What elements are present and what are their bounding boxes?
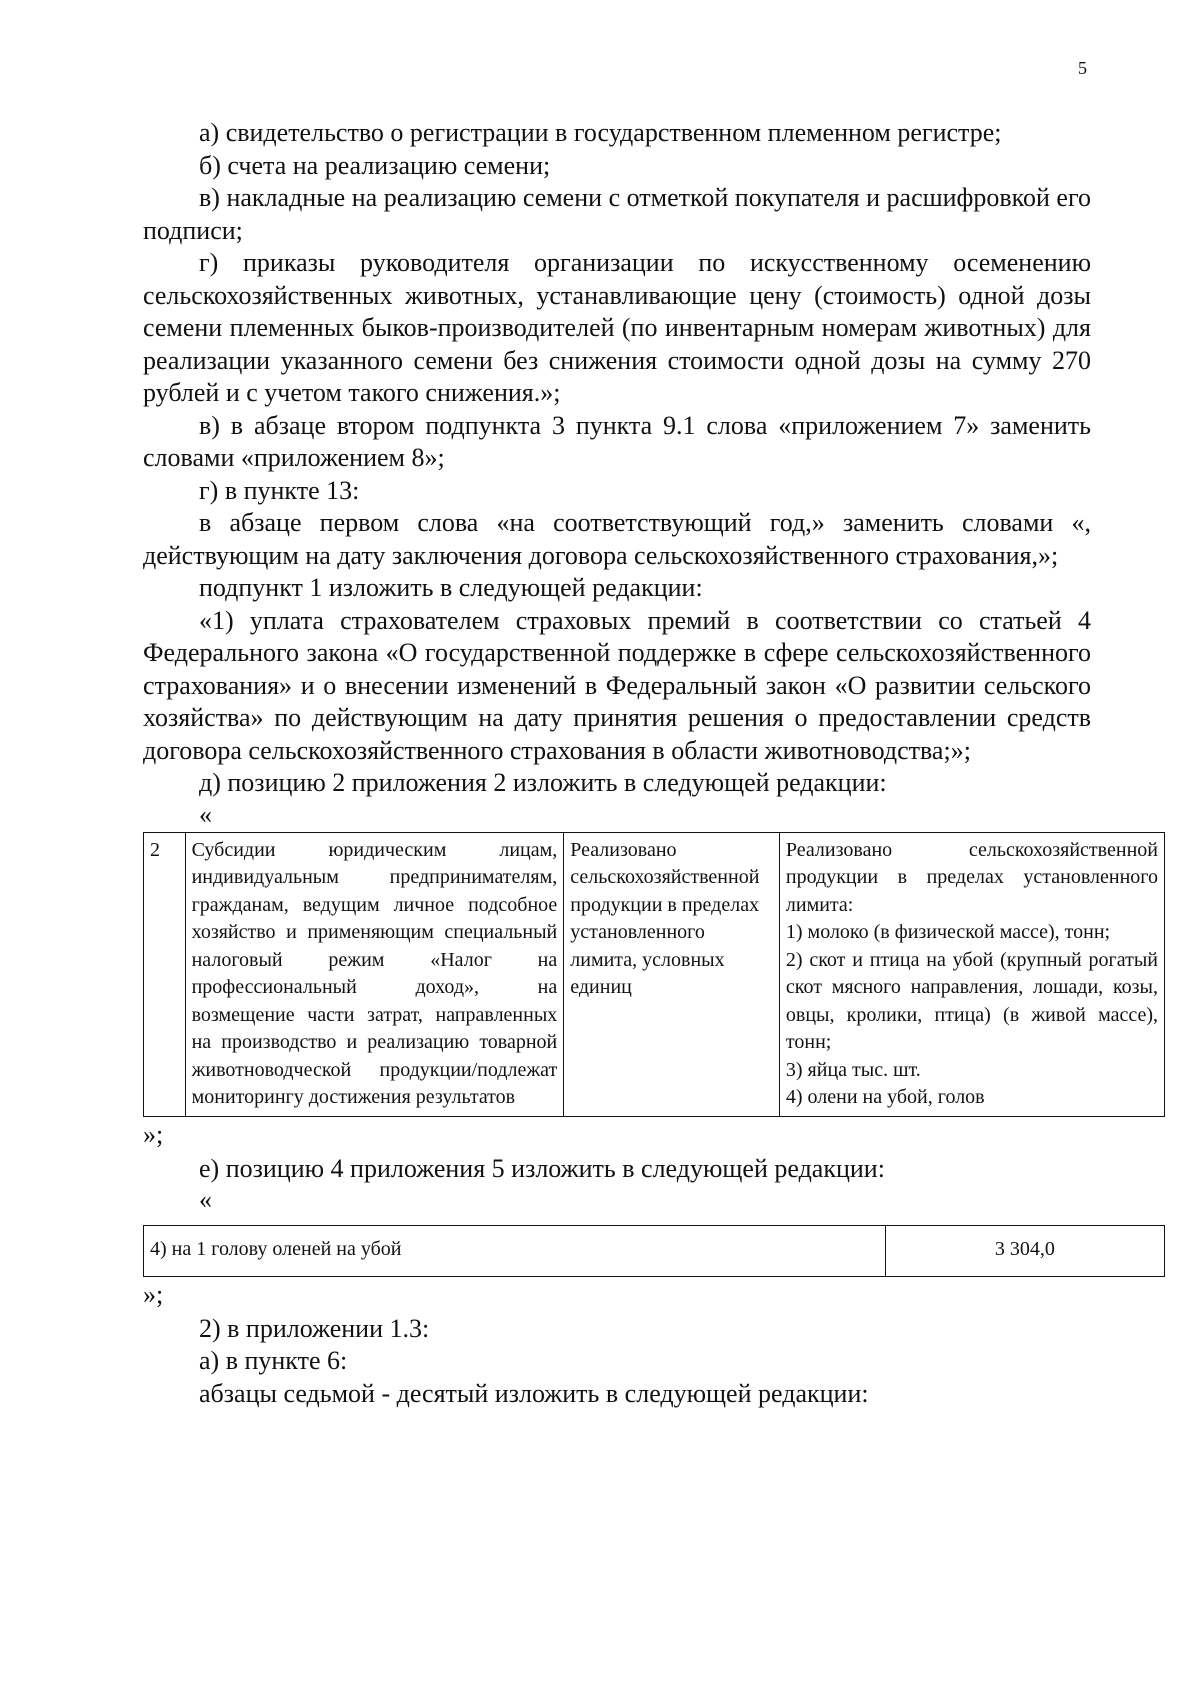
- paragraph-d: д) позицию 2 приложения 2 изложить в следующей редакции:: [199, 768, 887, 797]
- close-quote-1: »;: [143, 1119, 164, 1149]
- position-2-table: [143, 832, 1165, 1117]
- cell-result-indicator: Реализовано сельскохозяйственной продукции в пределах установленного лимита, условных единиц: [564, 832, 780, 1116]
- paragraph-2: 2) в приложении 1.3:: [199, 1313, 430, 1343]
- paragraph-a: а) свидетельство о регистрации в государственном племенном регистре;: [199, 118, 1002, 147]
- paragraph-b: б) счета на реализацию семени;: [199, 150, 551, 180]
- cell-number: 2: [144, 832, 186, 1116]
- position-4-table: [143, 1225, 1165, 1277]
- document-body: [143, 117, 1158, 1410]
- cell-result-details: Реализовано сельскохозяйственной продукции в пределах установленного лимита: 1) молоко (в физической массе), тонн; 2) скот и птица на убой (крупный рогатый скот мясного направления, лошади, козы, овцы, кролики, птица) (в живой массе), тонн; 3) яйца тыс. шт. 4) олени на убой, голов: [779, 832, 1164, 1116]
- paragraph-subpoint-1-text: «1) уплата страхователем страховых премий в соответствии со статьей 4 Федерального закона «О государственной поддержке в сфере сельскохозяйственного страхования» и о внесении изменений в Федеральный закон «О развитии сельского хозяйства» по действующим на дату принятия решения о предоставлении средств договора сельскохозяйственного страхования в области животноводства;»;: [143, 605, 1091, 765]
- cell-position-label: 4) на 1 голову оленей на убой: [144, 1226, 886, 1277]
- cell-position-value: 3 304,0: [885, 1226, 1164, 1277]
- cell-subsidy-description: Субсидии юридическим лицам, индивидуальным предпринимателям, гражданам, ведущим личное подсобное хозяйство и применяющим специальный налоговый режим «Налог на профессиональный доход», на возмещение части затрат, направленных на производство и реализацию товарной животноводческой продукции/подлежат мониторингу достижения результатов: [185, 832, 564, 1116]
- open-quote-2: «: [199, 1185, 212, 1214]
- table-row: [144, 1226, 1165, 1277]
- paragraph-a-point-6: а) в пункте 6:: [199, 1346, 348, 1375]
- paragraph-v-amendment: в) в абзаце втором подпункта 3 пункта 9.1 слова «приложением 7» заменить словами «приложением 8»;: [143, 410, 1091, 472]
- close-quote-2: »;: [143, 1279, 164, 1309]
- page-number: 5: [1078, 58, 1087, 78]
- paragraph-first-abzac: в абзаце первом слова «на соответствующий год,» заменить словами «, действующим на дату заключения договора сельскохозяйственного страхования,»;: [143, 508, 1091, 570]
- open-quote-1: «: [199, 799, 212, 829]
- paragraph-e: е) позицию 4 приложения 5 изложить в следующей редакции:: [199, 1153, 885, 1183]
- paragraph-subpoint-1: подпункт 1 изложить в следующей редакции:: [199, 573, 703, 602]
- paragraph-g: г) приказы руководителя организации по искусственному осеменению сельскохозяйственных животных, устанавливающие цену (стоимость) одной дозы семени племенных быков-производителей (по инвентарным номерам животных) для реализации указанного семени без снижения стоимости одной дозы на сумму 270 рублей и с учетом такого снижения.»;: [143, 248, 1091, 407]
- paragraph-v: в) накладные на реализацию семени с отметкой покупателя и расшифровкой его подписи;: [143, 183, 1091, 245]
- paragraph-g-point-13: г) в пункте 13:: [199, 475, 360, 505]
- table-row: [144, 832, 1165, 1116]
- paragraph-abzacy: абзацы седьмой - десятый изложить в следующей редакции:: [199, 1378, 869, 1408]
